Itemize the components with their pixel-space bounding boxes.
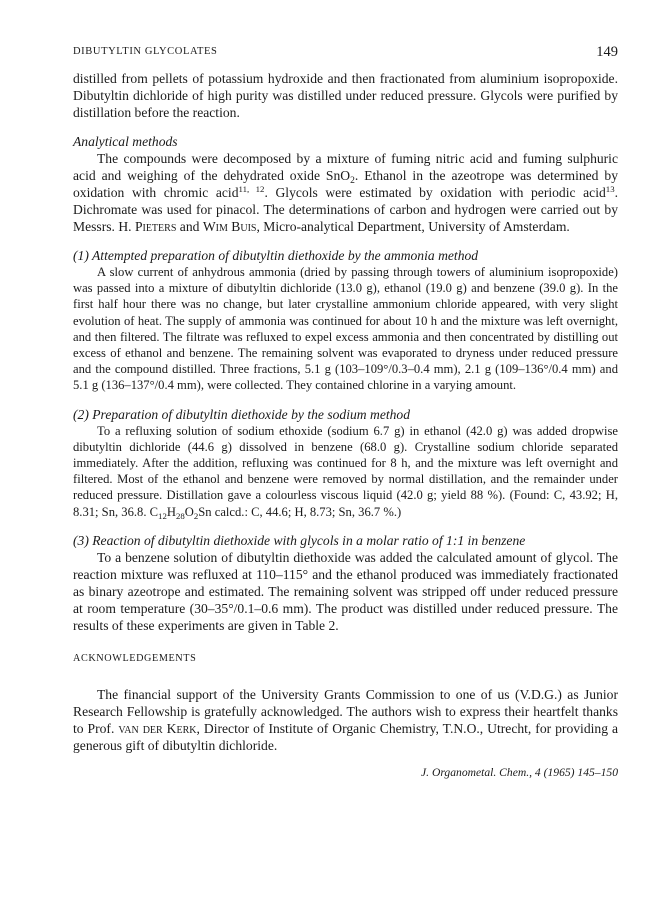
journal-citation: J. Organometal. Chem., 4 (1965) 145–150 bbox=[421, 765, 618, 779]
running-head: DIBUTYLTIN GLYCOLATES bbox=[73, 46, 218, 57]
page-number: 149 bbox=[596, 44, 618, 60]
section-1-paragraph: A slow current of anhydrous ammonia (dried by passing through towers of aluminium isopropoxide) was passed into a mixture of dibutyltin dichloride (13.0 g), ethanol (19.0 g) and benzene (39.0 g). In the first half hour there was no change, but later crystalline ammonium chloride appeared, with very slight evolution of heat. The supply of ammonia was continued for about 10 h and the mixture was left overnight, and then filtered. The filtrate was refluxed to expel excess ammonia and then concentrated by distilling out excess of ethanol and benzene. The remaining solvent was evaporated to dryness under reduced pressure and the compound distilled. Three fractions, 5.1 g (103–109°/0.3–0.4 mm), 2.1 g (109–136°/0.4 mm) and 5.1 g (136–137°/0.4 mm), were collected. They contained chlorine in a varying amount. bbox=[73, 265, 618, 393]
person-name: Wim Buis bbox=[202, 219, 257, 234]
section-3-paragraph: To a benzene solution of dibutyltin diethoxide was added the calculated amount of glycol. The reaction mixture was refluxed at 110–115° and the ethanol produced was immediately fractionated as binary azeotrope and estimated. The remaining solvent was stripped off under reduced pressure at room temperature (30–35°/0.1–0.6 mm). The product was distilled under reduced pressure. The results of these experiments are given in Table 2. bbox=[73, 549, 618, 633]
reference-superscript: 11, 12 bbox=[238, 184, 265, 194]
section-2-title: (2) Preparation of dibutyltin diethoxide by the sodium method bbox=[73, 406, 411, 422]
page-header bbox=[73, 46, 618, 70]
person-name: Pieters bbox=[134, 219, 177, 234]
intro-paragraph: distilled from pellets of potassium hydroxide and then fractionated from aluminium isopropoxide. Dibutyltin dichloride of high purity was distilled under reduced pressure. Glycols were purified by distillation before the reaction. bbox=[73, 71, 618, 120]
analytical-methods-paragraph: The compounds were decomposed by a mixture of fuming nitric acid and fuming sulphuric acid and weighing of the dehydrated oxide SnO$_2$. Ethanol in the azeotrope was determined by oxidation with chromic acid$^{11, 12}$. Glycols were estimated by oxidation with periodic acid$^{13}$. Dichromate was used for pinacol. The determinations of carbon and hydrogen were carried out by Messrs. H. Pieters and Wim Buis, Micro-analytical Department, University of Amsterdam. bbox=[73, 151, 619, 234]
section-2-paragraph: To a refluxing solution of sodium ethoxide (sodium 6.7 g) in ethanol (42.0 g) was added dropwise dibutyltin dichloride (44.6 g) dissolved in benzene (68.0 g). Crystalline sodium chloride separated immediately. After the addition, refluxing was continued for 8 h, and the mixture was left overnight and filtered. Most of the ethanol and benzene were removed by normal distillation, and the remainder under reduced pressure. Distillation gave a colourless viscous liquid (42.0 g; yield 88 %). (Found: C, 43.92; H, 8.31; Sn, 36.8. $C_{12}H_{28}O_2Sn$ calcd.: C, 44.6; H, 8.73; Sn, 36.7 %.) bbox=[73, 423, 618, 521]
acknowledgements-heading: ACKNOWLEDGEMENTS bbox=[73, 652, 197, 664]
section-1-title: (1) Attempted preparation of dibutyltin diethoxide by the ammonia method bbox=[73, 248, 479, 263]
acknowledgements-paragraph: The financial support of the University Grants Commission to one of us (V.D.G.) as Junior Research Fellowship is gratefully acknowledged. The authors wish to express their heartfelt thanks to Prof. van der Kerk, Director of Institute of Organic Chemistry, T.N.O., Utrecht, for providing a generous gift of dibutyltin dichloride. bbox=[73, 686, 618, 753]
person-name: van der Kerk bbox=[118, 720, 197, 736]
analytical-methods-title: Analytical methods bbox=[73, 134, 178, 149]
section-3-title: (3) Reaction of dibutyltin diethoxide with glycols in a molar ratio of 1:1 in benzene bbox=[73, 532, 526, 548]
reference-superscript: 13 bbox=[605, 184, 615, 194]
